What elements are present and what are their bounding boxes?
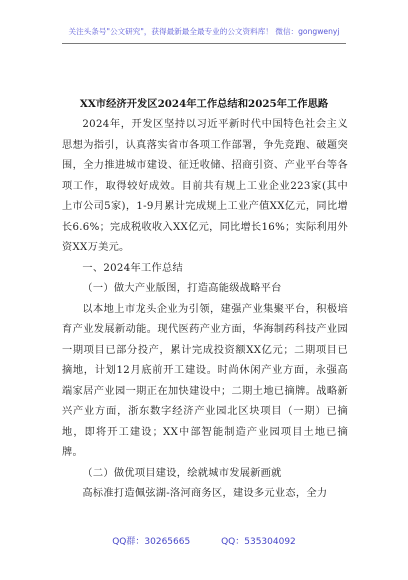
promo-banner: 关注头条号"公文研究"，获得最新最全最专业的公文资料库！ 微信：gongwenyj (68, 27, 340, 36)
subsection-paragraph: 以本地上市龙头企业为引领，建强产业集聚平台，积极培育产业发展新动能。现代医药产业方面，华海制药科技产业园一期项目已部分投产，累计完成投资额XX亿元；二期项目已摘地，计划12月底前开工建设。时尚休闲产业方面，永强高端家居产业园一期正在加快建设中；二期土地已摘牌。战略新兴产业方面，浙东数字经济产业园北区块项目（一期）已摘地，即将开工建设；XX中部智能制造产业园项目土地已摘牌。 (62, 303, 348, 458)
subsection-paragraph: 高标准打造佩弦湖-洛河商务区，建设多元业态，全力 (82, 488, 328, 499)
intro-paragraph: 2024年，开发区坚持以习近平新时代中国特色社会主义思想为指引，认真落实省市各项工作部署，争先竞跑、破题突围，全力推进城市建设、征迁收储、招商引资、产业平台等各项工作，取得较好成效。目前共有规上工业企业223家(其中上市公司5家)，1-9月累计完成规上工业产值XX亿元，同比增长6.6%；完成税收收入XX亿元，同比增长16%；实际利用外资XX万美元。 (62, 119, 348, 253)
contact-footer (0, 534, 408, 547)
subsection-heading: （二）做优项目建设，绘就城市发展新画就 (82, 467, 282, 479)
qq-group-text: QQ群：30265665 (112, 537, 191, 547)
document-body (62, 115, 348, 505)
header-divider (62, 43, 346, 44)
section-heading: 一、2024年工作总结 (82, 262, 183, 274)
document-title: XX市经济开发区2024年工作总结和2025年工作思路 (79, 98, 329, 110)
qq-contact-text: QQ：535304092 (221, 537, 296, 547)
subsection-heading: （一）做大产业版图，打造高能级战略平台 (82, 283, 282, 294)
